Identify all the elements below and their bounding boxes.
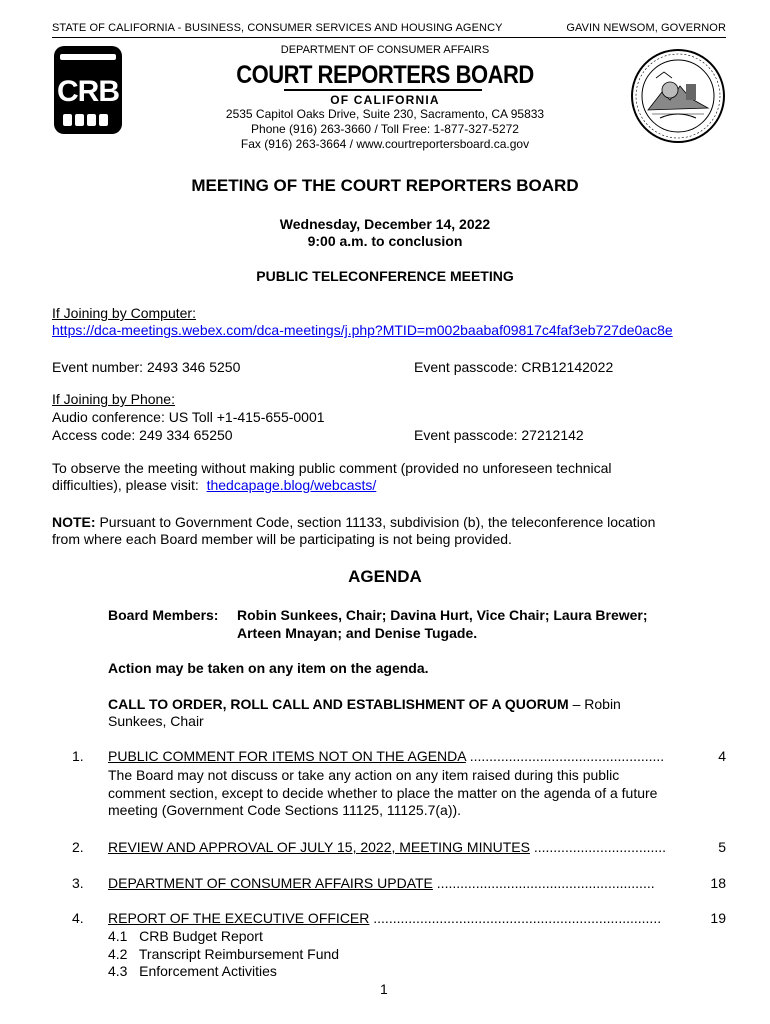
computer-heading: If Joining by Computer:: [52, 305, 196, 321]
item-3-page: 18: [710, 875, 726, 891]
event-passcode-computer: Event passcode: CRB12142022: [414, 359, 614, 375]
agenda-item-3: [108, 874, 726, 892]
item-4-sub-3: 4.3 Enforcement Activities: [108, 963, 277, 979]
action-notice: Action may be taken on any item on the agenda.: [108, 660, 429, 676]
note-line-1: [52, 513, 655, 531]
item-2-leader-dots: ..................................: [529, 839, 667, 855]
item-1-desc-3: meeting (Government Code Sections 11125, 11125.7(a)).: [108, 802, 462, 818]
item-4-leader-dots: ..........................................................................: [369, 910, 662, 926]
item-1-number: 1.: [72, 748, 84, 764]
board-members-line-1: Robin Sunkees, Chair; Davina Hurt, Vice Chair; Laura Brewer;: [237, 607, 648, 623]
observe-prefix: difficulties), please visit:: [52, 477, 207, 493]
webex-link[interactable]: https://dca-meetings.webex.com/dca-meetings/j.php?MTID=m002baabaf09817c4faf3eb727de0ac8e: [52, 322, 673, 338]
agenda-title: AGENDA: [348, 567, 422, 586]
item-1-desc-2: comment section, except to decide whether to place the matter on the agenda of a future: [108, 785, 658, 801]
item-2-page: 5: [718, 839, 726, 855]
item-1-title: PUBLIC COMMENT FOR ITEMS NOT ON THE AGENDA: [108, 748, 466, 764]
meeting-type: PUBLIC TELECONFERENCE MEETING: [256, 268, 514, 284]
event-number: Event number: 2493 346 5250: [52, 359, 241, 375]
item-1-page: 4: [718, 748, 726, 764]
board-name: COURT REPORTERS BOARD: [236, 60, 534, 89]
agenda-item-1: [108, 747, 726, 765]
item-3-leader-dots: ........................................................: [432, 875, 655, 891]
item-4-sub-2: 4.2 Transcript Reimbursement Fund: [108, 946, 340, 962]
item-4-sub-1: 4.1 CRB Budget Report: [108, 928, 263, 944]
board-members-label: Board Members:: [108, 607, 219, 623]
note-line-2: from where each Board member will be participating is not being provided.: [52, 531, 512, 547]
note-text-1: Pursuant to Government Code, section 11133, subdivision (b), the teleconference location: [95, 514, 656, 530]
note-label: NOTE:: [52, 514, 96, 530]
board-name-rule: [284, 89, 482, 91]
item-4-title: REPORT OF THE EXECUTIVE OFFICER: [108, 910, 370, 926]
item-2-number: 2.: [72, 839, 84, 855]
meeting-title: MEETING OF THE COURT REPORTERS BOARD: [191, 176, 579, 195]
board-members-line-2: Arteen Mnayan; and Denise Tugade.: [237, 625, 478, 641]
call-to-order-line-2: Sunkees, Chair: [108, 713, 204, 729]
governor-name: GAVIN NEWSOM, GOVERNOR: [566, 22, 726, 34]
board-subtitle: OF CALIFORNIA: [330, 93, 440, 107]
agenda-item-4: [108, 909, 726, 927]
item-1-desc-1: The Board may not discuss or take any action on any item raised during this public: [108, 767, 620, 783]
call-to-order-rest: – Robin: [568, 696, 621, 712]
observe-line-1: To observe the meeting without making public comment (provided no unforeseen technical: [52, 460, 612, 476]
access-code: Access code: 249 334 65250: [52, 427, 233, 443]
meeting-date: Wednesday, December 14, 2022: [279, 216, 491, 232]
header-rule: [52, 37, 726, 38]
audio-conference: Audio conference: US Toll +1-415-655-0001: [52, 409, 325, 425]
item-4-number: 4.: [72, 910, 84, 926]
observe-line-2: [52, 476, 376, 494]
agenda-item-2: [108, 838, 726, 856]
item-2-title: REVIEW AND APPROVAL OF JULY 15, 2022, MEETING MINUTES: [108, 839, 530, 855]
logo-text: CRB: [57, 75, 119, 108]
agency-name: STATE OF CALIFORNIA - BUSINESS, CONSUMER SERVICES AND HOUSING AGENCY: [52, 22, 503, 34]
item-3-number: 3.: [72, 875, 84, 891]
department-name: DEPARTMENT OF CONSUMER AFFAIRS: [280, 44, 490, 56]
phone-heading: If Joining by Phone:: [52, 391, 175, 407]
board-address: 2535 Capitol Oaks Drive, Suite 230, Sacramento, CA 95833: [225, 107, 545, 121]
board-phone: Phone (916) 263-3660 / Toll Free: 1-877-327-5272: [251, 122, 519, 136]
meeting-time: 9:00 a.m. to conclusion: [307, 233, 463, 249]
call-to-order-line-1: [108, 695, 621, 713]
call-to-order-title: CALL TO ORDER, ROLL CALL AND ESTABLISHMENT OF A QUORUM: [108, 696, 569, 712]
webcasts-link[interactable]: thedcapage.blog/webcasts/: [206, 477, 377, 493]
item-3-title: DEPARTMENT OF CONSUMER AFFAIRS UPDATE: [108, 875, 433, 891]
item-1-leader-dots: ..................................................: [465, 748, 665, 764]
page-number: 1: [380, 981, 388, 997]
item-4-page: 19: [710, 910, 726, 926]
event-passcode-phone: Event passcode: 27212142: [414, 427, 584, 443]
board-fax-web: Fax (916) 263-3664 / www.courtreportersboard.ca.gov: [240, 137, 530, 151]
